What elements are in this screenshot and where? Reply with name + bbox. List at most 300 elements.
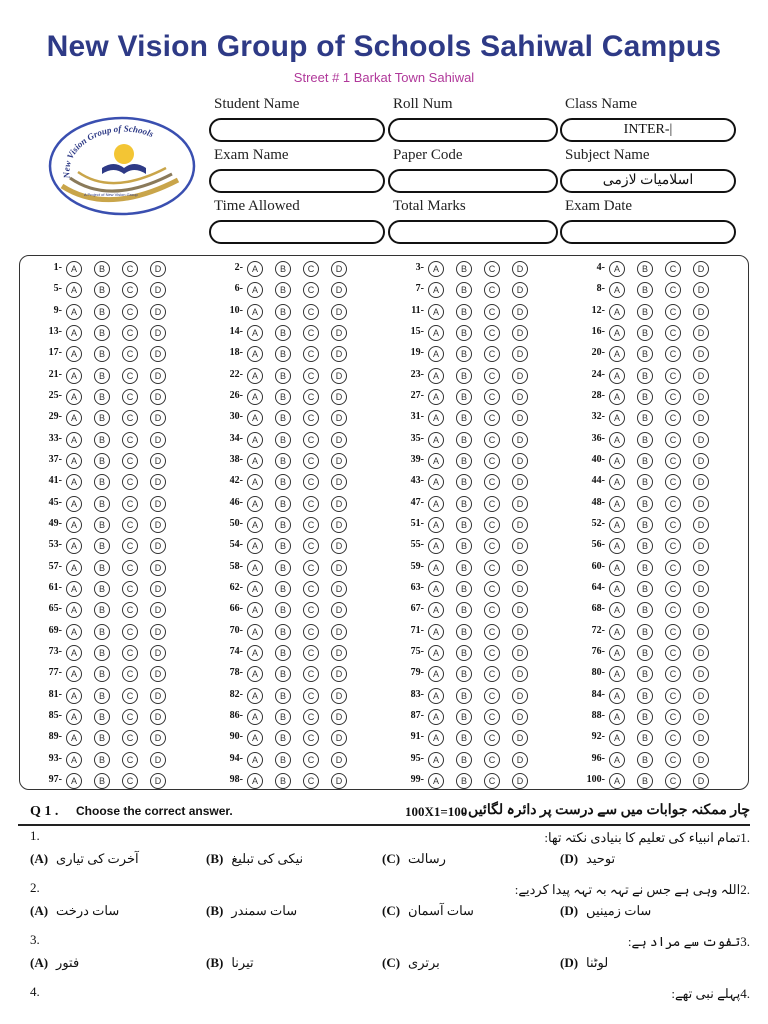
omr-bubble-a[interactable]: A xyxy=(609,368,625,384)
omr-bubble-b[interactable]: B xyxy=(456,389,472,405)
omr-bubble-c[interactable]: C xyxy=(122,560,138,576)
omr-bubble-d[interactable]: D xyxy=(331,560,347,576)
omr-bubble-c[interactable]: C xyxy=(122,773,138,789)
omr-bubble-c[interactable]: C xyxy=(303,410,319,426)
omr-bubble-a[interactable]: A xyxy=(428,496,444,512)
omr-bubble-c[interactable]: C xyxy=(665,410,681,426)
omr-bubble-c[interactable]: C xyxy=(303,346,319,362)
omr-bubble-d[interactable]: D xyxy=(693,709,709,725)
omr-bubble-b[interactable]: B xyxy=(637,624,653,640)
omr-bubble-c[interactable]: C xyxy=(484,602,500,618)
omr-bubble-a[interactable]: A xyxy=(247,389,263,405)
answer-option-b[interactable] xyxy=(206,903,297,919)
omr-bubble-c[interactable]: C xyxy=(303,602,319,618)
omr-bubble-a[interactable]: A xyxy=(247,304,263,320)
omr-bubble-b[interactable]: B xyxy=(456,282,472,298)
omr-bubble-b[interactable]: B xyxy=(94,389,110,405)
omr-bubble-d[interactable]: D xyxy=(693,261,709,277)
omr-bubble-a[interactable]: A xyxy=(428,666,444,682)
omr-bubble-d[interactable]: D xyxy=(331,368,347,384)
answer-option-c[interactable] xyxy=(382,955,440,971)
omr-bubble-a[interactable]: A xyxy=(66,538,82,554)
omr-bubble-b[interactable]: B xyxy=(94,538,110,554)
omr-bubble-d[interactable]: D xyxy=(693,645,709,661)
omr-bubble-a[interactable]: A xyxy=(247,752,263,768)
omr-bubble-b[interactable]: B xyxy=(275,282,291,298)
omr-bubble-b[interactable]: B xyxy=(456,368,472,384)
omr-bubble-b[interactable]: B xyxy=(275,624,291,640)
omr-bubble-c[interactable]: C xyxy=(303,709,319,725)
omr-bubble-d[interactable]: D xyxy=(693,752,709,768)
omr-bubble-a[interactable]: A xyxy=(66,688,82,704)
omr-bubble-b[interactable]: B xyxy=(94,453,110,469)
omr-bubble-b[interactable]: B xyxy=(94,709,110,725)
omr-bubble-a[interactable]: A xyxy=(66,389,82,405)
omr-bubble-d[interactable]: D xyxy=(150,752,166,768)
omr-bubble-c[interactable]: C xyxy=(303,666,319,682)
omr-bubble-b[interactable]: B xyxy=(456,346,472,362)
omr-bubble-d[interactable]: D xyxy=(693,730,709,746)
omr-bubble-c[interactable]: C xyxy=(122,304,138,320)
omr-bubble-c[interactable]: C xyxy=(303,730,319,746)
omr-bubble-b[interactable]: B xyxy=(275,261,291,277)
omr-bubble-b[interactable]: B xyxy=(637,560,653,576)
omr-bubble-b[interactable]: B xyxy=(456,773,472,789)
omr-bubble-d[interactable]: D xyxy=(331,773,347,789)
omr-bubble-d[interactable]: D xyxy=(331,666,347,682)
omr-bubble-a[interactable]: A xyxy=(428,581,444,597)
omr-bubble-a[interactable]: A xyxy=(66,517,82,533)
omr-bubble-a[interactable]: A xyxy=(428,730,444,746)
field-input-paper-code[interactable] xyxy=(388,169,558,193)
omr-bubble-b[interactable]: B xyxy=(637,666,653,682)
omr-bubble-d[interactable]: D xyxy=(693,474,709,490)
omr-bubble-c[interactable]: C xyxy=(484,773,500,789)
omr-bubble-a[interactable]: A xyxy=(428,261,444,277)
omr-bubble-a[interactable]: A xyxy=(66,709,82,725)
omr-bubble-d[interactable]: D xyxy=(331,602,347,618)
omr-bubble-b[interactable]: B xyxy=(94,474,110,490)
omr-bubble-d[interactable]: D xyxy=(512,581,528,597)
omr-bubble-a[interactable]: A xyxy=(66,581,82,597)
omr-bubble-c[interactable]: C xyxy=(665,517,681,533)
field-input-class-name[interactable]: INTER-| xyxy=(560,118,736,142)
omr-bubble-b[interactable]: B xyxy=(456,474,472,490)
omr-bubble-c[interactable]: C xyxy=(122,410,138,426)
omr-bubble-d[interactable]: D xyxy=(331,496,347,512)
omr-bubble-c[interactable]: C xyxy=(484,453,500,469)
omr-bubble-b[interactable]: B xyxy=(94,432,110,448)
omr-bubble-b[interactable]: B xyxy=(456,304,472,320)
omr-bubble-c[interactable]: C xyxy=(122,581,138,597)
omr-bubble-b[interactable]: B xyxy=(456,560,472,576)
omr-bubble-d[interactable]: D xyxy=(693,666,709,682)
omr-bubble-b[interactable]: B xyxy=(456,496,472,512)
omr-bubble-c[interactable]: C xyxy=(484,517,500,533)
omr-bubble-c[interactable]: C xyxy=(303,517,319,533)
omr-bubble-a[interactable]: A xyxy=(428,453,444,469)
omr-bubble-d[interactable]: D xyxy=(331,474,347,490)
omr-bubble-d[interactable]: D xyxy=(150,709,166,725)
omr-bubble-a[interactable]: A xyxy=(247,688,263,704)
omr-bubble-a[interactable]: A xyxy=(66,325,82,341)
omr-bubble-a[interactable]: A xyxy=(66,282,82,298)
omr-bubble-d[interactable]: D xyxy=(150,368,166,384)
omr-bubble-c[interactable]: C xyxy=(665,688,681,704)
answer-option-a[interactable] xyxy=(30,903,119,919)
omr-bubble-d[interactable]: D xyxy=(512,474,528,490)
omr-bubble-c[interactable]: C xyxy=(303,432,319,448)
omr-bubble-a[interactable]: A xyxy=(247,709,263,725)
omr-bubble-c[interactable]: C xyxy=(665,325,681,341)
omr-bubble-a[interactable]: A xyxy=(428,474,444,490)
omr-bubble-a[interactable]: A xyxy=(247,346,263,362)
omr-bubble-c[interactable]: C xyxy=(122,496,138,512)
answer-option-b[interactable] xyxy=(206,851,303,867)
omr-bubble-d[interactable]: D xyxy=(693,325,709,341)
omr-bubble-a[interactable]: A xyxy=(428,389,444,405)
omr-bubble-c[interactable]: C xyxy=(122,752,138,768)
omr-bubble-d[interactable]: D xyxy=(150,666,166,682)
omr-bubble-c[interactable]: C xyxy=(665,602,681,618)
omr-bubble-d[interactable]: D xyxy=(150,453,166,469)
omr-bubble-a[interactable]: A xyxy=(66,346,82,362)
omr-bubble-a[interactable]: A xyxy=(247,261,263,277)
omr-bubble-c[interactable]: C xyxy=(122,602,138,618)
omr-bubble-d[interactable]: D xyxy=(512,624,528,640)
omr-bubble-d[interactable]: D xyxy=(331,730,347,746)
omr-bubble-d[interactable]: D xyxy=(331,389,347,405)
omr-bubble-c[interactable]: C xyxy=(303,368,319,384)
omr-bubble-d[interactable]: D xyxy=(693,538,709,554)
omr-bubble-c[interactable]: C xyxy=(122,282,138,298)
omr-bubble-a[interactable]: A xyxy=(66,453,82,469)
omr-bubble-d[interactable]: D xyxy=(512,709,528,725)
omr-bubble-a[interactable]: A xyxy=(428,346,444,362)
omr-bubble-b[interactable]: B xyxy=(637,346,653,362)
omr-bubble-b[interactable]: B xyxy=(275,432,291,448)
omr-bubble-c[interactable]: C xyxy=(665,389,681,405)
omr-bubble-b[interactable]: B xyxy=(94,624,110,640)
omr-bubble-c[interactable]: C xyxy=(665,624,681,640)
omr-bubble-a[interactable]: A xyxy=(609,346,625,362)
omr-bubble-a[interactable]: A xyxy=(428,560,444,576)
omr-bubble-c[interactable]: C xyxy=(665,474,681,490)
omr-bubble-d[interactable]: D xyxy=(693,517,709,533)
omr-bubble-a[interactable]: A xyxy=(609,538,625,554)
omr-bubble-c[interactable]: C xyxy=(665,581,681,597)
omr-bubble-d[interactable]: D xyxy=(331,432,347,448)
omr-bubble-b[interactable]: B xyxy=(456,410,472,426)
omr-bubble-b[interactable]: B xyxy=(94,346,110,362)
omr-bubble-c[interactable]: C xyxy=(665,538,681,554)
omr-bubble-d[interactable]: D xyxy=(150,581,166,597)
omr-bubble-d[interactable]: D xyxy=(331,517,347,533)
omr-bubble-c[interactable]: C xyxy=(484,389,500,405)
omr-bubble-c[interactable]: C xyxy=(665,560,681,576)
omr-bubble-d[interactable]: D xyxy=(512,688,528,704)
omr-bubble-c[interactable]: C xyxy=(303,773,319,789)
omr-bubble-c[interactable]: C xyxy=(484,304,500,320)
omr-bubble-b[interactable]: B xyxy=(275,368,291,384)
omr-bubble-d[interactable]: D xyxy=(512,645,528,661)
omr-bubble-c[interactable]: C xyxy=(665,773,681,789)
omr-bubble-b[interactable]: B xyxy=(456,645,472,661)
omr-bubble-b[interactable]: B xyxy=(94,282,110,298)
omr-bubble-c[interactable]: C xyxy=(665,453,681,469)
omr-bubble-a[interactable]: A xyxy=(609,282,625,298)
omr-bubble-c[interactable]: C xyxy=(484,474,500,490)
answer-option-c[interactable] xyxy=(382,851,446,867)
field-input-total-marks[interactable] xyxy=(388,220,558,244)
omr-bubble-a[interactable]: A xyxy=(66,645,82,661)
omr-bubble-c[interactable]: C xyxy=(484,730,500,746)
omr-bubble-a[interactable]: A xyxy=(247,517,263,533)
omr-bubble-d[interactable]: D xyxy=(512,325,528,341)
omr-bubble-d[interactable]: D xyxy=(693,346,709,362)
omr-bubble-b[interactable]: B xyxy=(94,730,110,746)
omr-bubble-d[interactable]: D xyxy=(331,538,347,554)
omr-bubble-c[interactable]: C xyxy=(303,688,319,704)
omr-bubble-d[interactable]: D xyxy=(693,581,709,597)
omr-bubble-a[interactable]: A xyxy=(247,581,263,597)
omr-bubble-d[interactable]: D xyxy=(693,773,709,789)
omr-bubble-c[interactable]: C xyxy=(484,645,500,661)
omr-bubble-d[interactable]: D xyxy=(693,688,709,704)
omr-bubble-c[interactable]: C xyxy=(303,645,319,661)
field-input-time-allowed[interactable] xyxy=(209,220,385,244)
omr-bubble-a[interactable]: A xyxy=(609,261,625,277)
omr-bubble-b[interactable]: B xyxy=(637,325,653,341)
omr-bubble-d[interactable]: D xyxy=(150,688,166,704)
omr-bubble-c[interactable]: C xyxy=(122,688,138,704)
omr-bubble-c[interactable]: C xyxy=(303,538,319,554)
omr-bubble-a[interactable]: A xyxy=(609,474,625,490)
omr-bubble-a[interactable]: A xyxy=(247,453,263,469)
omr-bubble-c[interactable]: C xyxy=(484,538,500,554)
omr-bubble-c[interactable]: C xyxy=(303,560,319,576)
omr-bubble-b[interactable]: B xyxy=(275,752,291,768)
omr-bubble-b[interactable]: B xyxy=(456,261,472,277)
omr-bubble-a[interactable]: A xyxy=(428,282,444,298)
omr-bubble-d[interactable]: D xyxy=(331,453,347,469)
omr-bubble-b[interactable]: B xyxy=(275,496,291,512)
omr-bubble-b[interactable]: B xyxy=(456,709,472,725)
omr-bubble-a[interactable]: A xyxy=(66,496,82,512)
omr-bubble-c[interactable]: C xyxy=(303,453,319,469)
omr-bubble-a[interactable]: A xyxy=(66,730,82,746)
omr-bubble-a[interactable]: A xyxy=(247,432,263,448)
omr-bubble-d[interactable]: D xyxy=(331,752,347,768)
answer-option-d[interactable] xyxy=(560,851,615,867)
omr-bubble-a[interactable]: A xyxy=(247,282,263,298)
answer-option-b[interactable] xyxy=(206,955,254,971)
omr-bubble-b[interactable]: B xyxy=(456,666,472,682)
omr-bubble-a[interactable]: A xyxy=(609,602,625,618)
omr-bubble-a[interactable]: A xyxy=(428,538,444,554)
omr-bubble-b[interactable]: B xyxy=(275,730,291,746)
omr-bubble-c[interactable]: C xyxy=(665,730,681,746)
omr-bubble-d[interactable]: D xyxy=(331,688,347,704)
omr-bubble-a[interactable]: A xyxy=(609,560,625,576)
omr-bubble-c[interactable]: C xyxy=(122,453,138,469)
omr-bubble-c[interactable]: C xyxy=(122,538,138,554)
omr-bubble-a[interactable]: A xyxy=(609,304,625,320)
omr-bubble-c[interactable]: C xyxy=(122,432,138,448)
field-input-exam-name[interactable] xyxy=(209,169,385,193)
omr-bubble-d[interactable]: D xyxy=(512,538,528,554)
omr-bubble-d[interactable]: D xyxy=(331,346,347,362)
omr-bubble-c[interactable]: C xyxy=(303,389,319,405)
omr-bubble-a[interactable]: A xyxy=(428,645,444,661)
omr-bubble-d[interactable]: D xyxy=(512,304,528,320)
omr-bubble-d[interactable]: D xyxy=(693,304,709,320)
omr-bubble-d[interactable]: D xyxy=(331,624,347,640)
omr-bubble-a[interactable]: A xyxy=(428,368,444,384)
omr-bubble-a[interactable]: A xyxy=(609,773,625,789)
omr-bubble-a[interactable]: A xyxy=(66,624,82,640)
omr-bubble-a[interactable]: A xyxy=(66,752,82,768)
omr-bubble-c[interactable]: C xyxy=(665,346,681,362)
omr-bubble-a[interactable]: A xyxy=(428,773,444,789)
omr-bubble-a[interactable]: A xyxy=(66,474,82,490)
omr-bubble-c[interactable]: C xyxy=(303,261,319,277)
omr-bubble-b[interactable]: B xyxy=(456,688,472,704)
omr-bubble-d[interactable]: D xyxy=(512,496,528,512)
omr-bubble-a[interactable]: A xyxy=(247,474,263,490)
field-input-roll-num[interactable] xyxy=(388,118,558,142)
omr-bubble-c[interactable]: C xyxy=(484,261,500,277)
omr-bubble-a[interactable]: A xyxy=(428,752,444,768)
omr-bubble-c[interactable]: C xyxy=(484,496,500,512)
omr-bubble-a[interactable]: A xyxy=(428,602,444,618)
omr-bubble-c[interactable]: C xyxy=(484,325,500,341)
omr-bubble-a[interactable]: A xyxy=(428,688,444,704)
omr-bubble-b[interactable]: B xyxy=(456,432,472,448)
omr-bubble-a[interactable]: A xyxy=(247,624,263,640)
omr-bubble-a[interactable]: A xyxy=(609,752,625,768)
omr-bubble-d[interactable]: D xyxy=(512,453,528,469)
omr-bubble-d[interactable]: D xyxy=(150,304,166,320)
omr-bubble-c[interactable]: C xyxy=(665,282,681,298)
omr-bubble-d[interactable]: D xyxy=(693,496,709,512)
omr-bubble-c[interactable]: C xyxy=(665,368,681,384)
omr-bubble-b[interactable]: B xyxy=(275,389,291,405)
omr-bubble-c[interactable]: C xyxy=(484,410,500,426)
omr-bubble-d[interactable]: D xyxy=(693,389,709,405)
omr-bubble-a[interactable]: A xyxy=(66,773,82,789)
omr-bubble-c[interactable]: C xyxy=(665,645,681,661)
omr-bubble-a[interactable]: A xyxy=(66,560,82,576)
omr-bubble-c[interactable]: C xyxy=(484,752,500,768)
omr-bubble-b[interactable]: B xyxy=(637,688,653,704)
omr-bubble-c[interactable]: C xyxy=(122,624,138,640)
omr-bubble-a[interactable]: A xyxy=(609,496,625,512)
omr-bubble-d[interactable]: D xyxy=(150,261,166,277)
omr-bubble-a[interactable]: A xyxy=(247,410,263,426)
omr-bubble-d[interactable]: D xyxy=(150,538,166,554)
omr-bubble-a[interactable]: A xyxy=(66,368,82,384)
answer-option-d[interactable] xyxy=(560,903,651,919)
omr-bubble-d[interactable]: D xyxy=(693,602,709,618)
omr-bubble-a[interactable]: A xyxy=(247,325,263,341)
omr-bubble-b[interactable]: B xyxy=(456,538,472,554)
omr-bubble-a[interactable]: A xyxy=(609,688,625,704)
omr-bubble-b[interactable]: B xyxy=(275,560,291,576)
omr-bubble-a[interactable]: A xyxy=(428,432,444,448)
omr-bubble-d[interactable]: D xyxy=(693,560,709,576)
omr-bubble-a[interactable]: A xyxy=(609,325,625,341)
omr-bubble-a[interactable]: A xyxy=(428,517,444,533)
omr-bubble-d[interactable]: D xyxy=(693,282,709,298)
omr-bubble-b[interactable]: B xyxy=(275,538,291,554)
answer-option-a[interactable] xyxy=(30,955,79,971)
omr-bubble-d[interactable]: D xyxy=(512,432,528,448)
omr-bubble-a[interactable]: A xyxy=(428,624,444,640)
omr-bubble-d[interactable]: D xyxy=(331,709,347,725)
omr-bubble-b[interactable]: B xyxy=(637,709,653,725)
omr-bubble-b[interactable]: B xyxy=(94,261,110,277)
omr-bubble-c[interactable]: C xyxy=(665,304,681,320)
omr-bubble-b[interactable]: B xyxy=(637,368,653,384)
omr-bubble-b[interactable]: B xyxy=(275,304,291,320)
omr-bubble-d[interactable]: D xyxy=(512,773,528,789)
omr-bubble-b[interactable]: B xyxy=(94,560,110,576)
omr-bubble-b[interactable]: B xyxy=(456,752,472,768)
omr-bubble-c[interactable]: C xyxy=(303,624,319,640)
omr-bubble-d[interactable]: D xyxy=(512,282,528,298)
omr-bubble-c[interactable]: C xyxy=(122,474,138,490)
omr-bubble-a[interactable]: A xyxy=(609,432,625,448)
omr-bubble-a[interactable]: A xyxy=(247,773,263,789)
omr-bubble-a[interactable]: A xyxy=(247,368,263,384)
omr-bubble-d[interactable]: D xyxy=(150,773,166,789)
omr-bubble-a[interactable]: A xyxy=(247,538,263,554)
omr-bubble-c[interactable]: C xyxy=(484,709,500,725)
omr-bubble-a[interactable]: A xyxy=(609,453,625,469)
omr-bubble-d[interactable]: D xyxy=(331,645,347,661)
omr-bubble-b[interactable]: B xyxy=(275,474,291,490)
omr-bubble-a[interactable]: A xyxy=(66,304,82,320)
omr-bubble-b[interactable]: B xyxy=(637,282,653,298)
omr-bubble-b[interactable]: B xyxy=(94,496,110,512)
omr-bubble-b[interactable]: B xyxy=(275,346,291,362)
omr-bubble-b[interactable]: B xyxy=(637,474,653,490)
omr-bubble-c[interactable]: C xyxy=(303,282,319,298)
omr-bubble-d[interactable]: D xyxy=(150,282,166,298)
omr-bubble-d[interactable]: D xyxy=(512,261,528,277)
omr-bubble-a[interactable]: A xyxy=(609,666,625,682)
omr-bubble-b[interactable]: B xyxy=(275,581,291,597)
omr-bubble-d[interactable]: D xyxy=(150,730,166,746)
omr-bubble-d[interactable]: D xyxy=(331,261,347,277)
omr-bubble-c[interactable]: C xyxy=(484,432,500,448)
omr-bubble-b[interactable]: B xyxy=(456,325,472,341)
omr-bubble-b[interactable]: B xyxy=(275,645,291,661)
omr-bubble-d[interactable]: D xyxy=(512,368,528,384)
omr-bubble-d[interactable]: D xyxy=(512,560,528,576)
omr-bubble-c[interactable]: C xyxy=(484,282,500,298)
omr-bubble-d[interactable]: D xyxy=(512,730,528,746)
omr-bubble-a[interactable]: A xyxy=(428,304,444,320)
omr-bubble-d[interactable]: D xyxy=(331,304,347,320)
omr-bubble-d[interactable]: D xyxy=(331,325,347,341)
omr-bubble-d[interactable]: D xyxy=(150,474,166,490)
omr-bubble-d[interactable]: D xyxy=(693,410,709,426)
omr-bubble-d[interactable]: D xyxy=(331,282,347,298)
omr-bubble-b[interactable]: B xyxy=(275,602,291,618)
omr-bubble-b[interactable]: B xyxy=(456,581,472,597)
